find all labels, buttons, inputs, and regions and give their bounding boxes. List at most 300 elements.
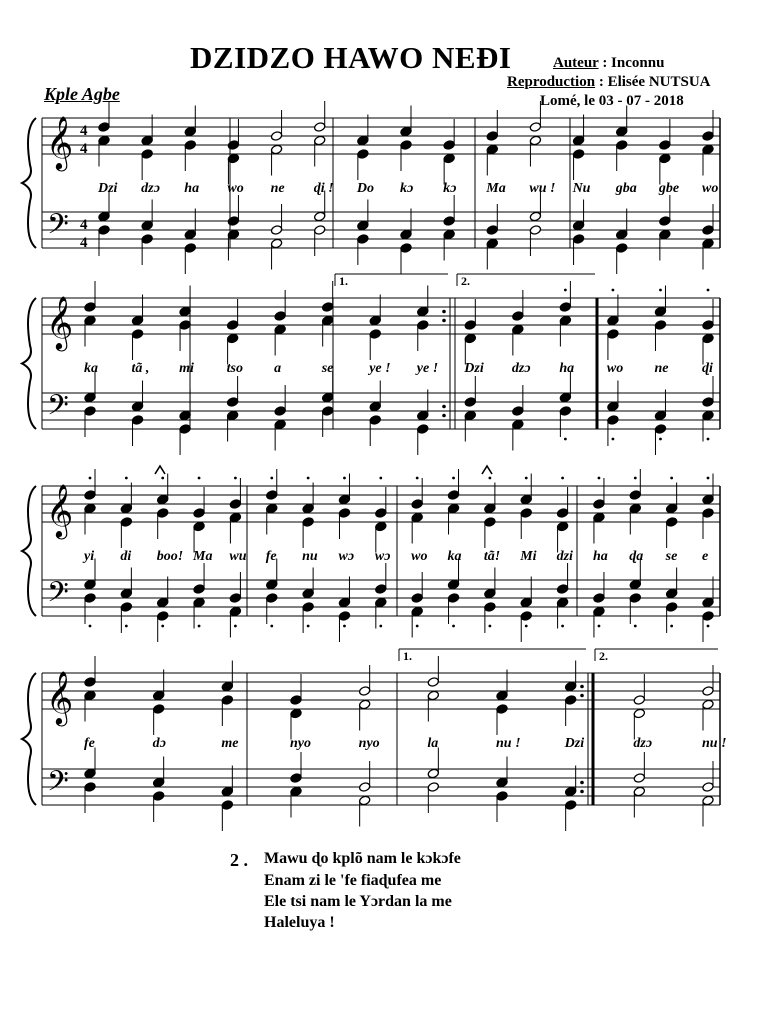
repeat-dot [580,781,584,785]
treble-alto-note [496,704,508,715]
treble-note [141,135,153,146]
treble-note [486,131,498,142]
bass-note [274,419,286,430]
treble-alto-note [226,333,238,344]
bass-tenor-note [633,773,645,784]
treble-alto-note [375,521,387,532]
lyric-syllable: Ma [193,549,213,564]
bass-note [120,602,132,613]
treble-note [375,508,387,519]
treble-note [226,320,238,331]
bass-note [131,415,143,426]
treble-note [290,695,302,706]
staccato-dot [488,625,491,628]
lyric-syllable: fe [84,736,95,751]
bass-note [98,225,110,236]
bass-tenor-note [274,406,286,417]
lyric-syllable: Dzi [98,181,118,196]
bass-tenor-note [702,397,714,408]
bass-tenor-note [290,773,302,784]
lyric-syllable: gbe [658,181,680,196]
bass-tenor-note [84,768,96,779]
treble-alto-note [131,329,143,340]
treble-alto-note [193,521,205,532]
verse-line-2: Enam zi le 'fe fiaɖufea me [264,872,442,889]
staccato-dot [343,477,346,480]
bass-note [427,782,439,793]
lyric-syllable: nyo [358,736,380,751]
bass-note [184,243,196,254]
bass-note [572,234,584,245]
bass-note [84,782,96,793]
repro-label: Reproduction [507,74,596,90]
treble-note [702,320,714,331]
bass-note [84,593,96,604]
treble-alto-note [702,333,714,344]
treble-note [427,677,439,688]
bass-tenor-note [447,579,459,590]
treble-alto-note [427,690,439,701]
treble-alto-note [659,153,671,164]
bass-tenor-note [314,211,326,222]
verse-number: 2 . [230,850,248,870]
treble-note [593,499,605,510]
treble-note [266,490,278,501]
treble-alto-note [702,508,714,519]
bass-note [564,800,576,811]
lyric-syllable: ka [447,549,462,564]
treble-alto-note [120,517,132,528]
treble-note [659,140,671,151]
treble-alto-note [358,699,370,710]
bass-tenor-note [411,593,423,604]
treble-alto-note [322,315,334,326]
treble-note [512,311,524,322]
lyric-syllable: se [321,361,334,376]
treble-alto-note [221,695,233,706]
treble-alto-note [270,144,282,155]
bass-tenor-note [120,588,132,599]
staccato-dot [125,477,128,480]
treble-note [633,695,645,706]
repeat-dot [580,694,584,698]
bass-note [270,238,282,249]
treble-alto-note [229,512,241,523]
lyric-syllable: ha [592,549,608,564]
lyric-syllable: nu ! [702,736,727,751]
bass-note [616,243,628,254]
staccato-dot [234,625,237,628]
treble-note [84,677,96,688]
bass-tenor-note [564,786,576,797]
treble-note [369,315,381,326]
bass-tenor-note [193,584,205,595]
treble-note [702,131,714,142]
lyric-syllable: dzɔ [511,361,531,376]
repeat-dot [442,414,446,418]
bass-tenor-note [559,392,571,403]
bass-tenor-note [84,579,96,590]
repro-value: : Elisée NUTSUA [595,74,711,90]
lyric-syllable: ye ! [369,361,391,376]
staccato-dot [379,477,382,480]
treble-note [616,126,628,137]
lyric-syllable: tã! [483,549,501,564]
lyric-syllable: ɖa [629,549,644,564]
staccato-dot [707,625,710,628]
treble-note [274,311,286,322]
staccato-dot [707,289,710,292]
date-line: Lomé, le 03 - 07 - 2018 [540,93,684,109]
lyric-syllable: Mi [520,549,537,564]
bass-tenor-note [229,593,241,604]
bass-tenor-note [654,410,666,421]
bass-tenor-note [702,782,714,793]
lyric-syllable: fe [265,549,277,564]
repeat-dot [580,790,584,794]
treble-note [400,126,412,137]
staccato-dot [89,477,92,480]
bass-note [702,410,714,421]
bass-note [193,597,205,608]
bass-note [443,229,455,240]
verse-line-4: Haleluya ! [264,914,335,931]
bass-tenor-note [659,216,671,227]
bass-note [629,593,641,604]
treble-note [629,490,641,501]
bass-note [512,419,524,430]
author-value: : Inconnu [598,55,665,71]
bass-tenor-note [702,597,714,608]
staccato-dot [598,477,601,480]
lyric-syllable: Do [356,181,374,196]
lyric-syllable: boo! [156,549,184,564]
lyric-syllable: tã , [131,361,150,376]
grand-staff-brace [22,298,36,429]
bass-note [227,229,239,240]
staccato-dot [634,477,637,480]
staccato-dot [198,477,201,480]
treble-alto-note [556,521,568,532]
bass-note [157,611,169,622]
lyric-syllable: dzɔ [141,181,160,196]
lyric-syllable: e [702,549,709,564]
treble-alto-note [417,320,429,331]
treble-alto-note [665,517,677,528]
lyric-syllable: wo [606,361,624,376]
staccato-dot [564,289,567,292]
bass-tenor-note [131,401,143,412]
bass-note [665,602,677,613]
treble-alto-note [152,704,164,715]
treble-note [179,306,191,317]
treble-alto-note [520,508,532,519]
lyric-syllable: ne [654,361,669,376]
bass-tenor-note [221,786,233,797]
staccato-dot [161,477,164,480]
repeat-dot [442,405,446,409]
treble-note [496,690,508,701]
volta-number: 2. [599,649,608,663]
treble-note [98,122,110,133]
bass-tenor-note [84,392,96,403]
lyric-syllable: wɔ [374,549,391,564]
lyric-syllable: wo [702,181,719,196]
staccato-dot [525,625,528,628]
staccato-dot [670,477,673,480]
lyric-syllable: a [274,361,282,376]
bass-note [84,406,96,417]
bass-tenor-note [486,225,498,236]
bass-tenor-note [417,410,429,421]
treble-alto-note [486,144,498,155]
repeat-dot [442,319,446,323]
treble-note [443,140,455,151]
lyric-syllable: me [221,736,239,751]
lyric-syllable: Ma [486,181,506,196]
lyric-syllable: ɖi [702,361,713,376]
bass-note [486,238,498,249]
time-signature-top: 4 [80,217,88,233]
treble-note [157,494,169,505]
bass-tenor-note [616,229,628,240]
staccato-dot [525,477,528,480]
lyric-syllable: nu [302,549,318,564]
treble-alto-note [357,149,369,160]
treble-alto-note [266,503,278,514]
bass-tenor-note [375,584,387,595]
treble-alto-note [84,690,96,701]
staccato-dot [234,477,237,480]
staccato-dot [198,625,201,628]
staccato-dot [707,477,710,480]
bass-note [369,415,381,426]
bass-note [702,611,714,622]
volta-number: 1. [403,649,412,663]
bass-note [302,602,314,613]
lyric-syllable: mi [179,361,194,376]
bass-tenor-note [266,579,278,590]
treble-alto-note [702,699,714,710]
treble-note [314,122,326,133]
bass-tenor-note [464,397,476,408]
bass-note [358,795,370,806]
bass-note [322,406,334,417]
time-signature-bottom: 4 [80,235,88,251]
accent-mark [482,466,492,474]
lyric-syllable: dɔ [152,736,166,751]
treble-clef-icon: 𝄞 [46,115,74,169]
bass-tenor-note [484,588,496,599]
treble-note [529,122,541,133]
bass-tenor-note [427,768,439,779]
lyric-syllable: dzɔ [633,736,653,751]
treble-clef-icon: 𝄞 [46,670,74,724]
staccato-dot [561,625,564,628]
lyric-syllable: ne [270,181,285,196]
grand-staff-brace [22,673,36,805]
treble-alto-note [529,135,541,146]
bass-note [179,424,191,435]
bass-tenor-note [322,392,334,403]
treble-alto-note [338,508,350,519]
treble-alto-note [411,512,423,523]
treble-alto-note [314,135,326,146]
treble-alto-note [369,329,381,340]
volta-number: 2. [461,274,470,288]
lyric-syllable: dzi [556,549,573,564]
treble-note [447,490,459,501]
bass-tenor-note [520,597,532,608]
lyric-syllable: kɔ [400,181,414,196]
lyric-syllable: se [665,549,678,564]
staccato-dot [612,289,615,292]
bass-note [464,410,476,421]
treble-alto-note [607,329,619,340]
lyric-syllable: la [427,736,439,751]
staccato-dot [707,438,710,441]
lyric-syllable: wo [411,549,428,564]
lyric-syllable: wo [227,181,244,196]
bass-note [141,234,153,245]
bass-tenor-note [270,225,282,236]
lyric-syllable: ha [559,361,575,376]
treble-alto-note [274,324,286,335]
bass-tenor-note [179,410,191,421]
treble-note [556,508,568,519]
page-title: DZIDZO HAWO NEƉI [190,40,512,75]
bass-note [447,593,459,604]
bass-note [559,406,571,417]
bass-tenor-note [607,401,619,412]
staccato-dot [659,289,662,292]
treble-note [229,499,241,510]
treble-note [322,302,334,313]
bass-note [633,786,645,797]
staccato-dot [416,477,419,480]
treble-alto-note [400,140,412,151]
bass-note [338,611,350,622]
tempo-marking: Kple Agbe [44,84,120,104]
bass-note [520,611,532,622]
bass-note [702,795,714,806]
lyric-syllable: ɖi ! [313,181,334,196]
treble-alto-note [484,517,496,528]
bass-clef-icon: 𝄢 [47,389,69,429]
bass-tenor-note [357,220,369,231]
bass-note [266,593,278,604]
lyric-syllable: ha [184,181,200,196]
grand-staff-brace [22,118,36,248]
bass-tenor-note [496,777,508,788]
bass-note [375,597,387,608]
bass-note [484,602,496,613]
lyric-syllable: ka [84,361,98,376]
bass-note [496,791,508,802]
treble-note [120,503,132,514]
bass-tenor-note [358,782,370,793]
treble-note [572,135,584,146]
treble-alto-note [616,140,628,151]
treble-note [221,681,233,692]
treble-alto-note [464,333,476,344]
bass-note [659,229,671,240]
treble-alto-note [157,508,169,519]
treble-alto-note [98,135,110,146]
treble-alto-note [179,320,191,331]
volta-number: 1. [339,274,348,288]
bass-note [400,243,412,254]
treble-note [84,490,96,501]
bass-tenor-note [338,597,350,608]
bass-tenor-note [702,225,714,236]
staccato-dot [659,438,662,441]
bass-note [229,606,241,617]
bass-tenor-note [369,401,381,412]
treble-alto-note [564,695,576,706]
lyric-syllable: nu ! [496,736,521,751]
lyric-syllable: Dzi [464,361,484,376]
bass-tenor-note [141,220,153,231]
bass-tenor-note [98,211,110,222]
lyric-syllable: Nu [572,181,591,196]
grand-staff-brace [22,486,36,616]
lyric-syllable: nyo [290,736,311,751]
bass-note [417,424,429,435]
bass-note [411,606,423,617]
staccato-dot [561,477,564,480]
bass-note [702,238,714,249]
staccato-dot [488,477,491,480]
bass-note [529,225,541,236]
treble-alto-note [443,153,455,164]
treble-note [227,140,239,151]
staccato-dot [612,438,615,441]
treble-alto-note [512,324,524,335]
treble-alto-note [84,315,96,326]
treble-alto-note [84,503,96,514]
treble-note [520,494,532,505]
bass-clef-icon: 𝄢 [47,765,69,805]
treble-alto-note [447,503,459,514]
bass-tenor-note [152,777,164,788]
treble-note [302,503,314,514]
accent-mark [155,466,165,474]
bass-clef-icon: 𝄢 [47,208,69,248]
author-label: Auteur [553,55,599,71]
repeat-dot [442,310,446,314]
bass-tenor-note [572,220,584,231]
bass-note [593,606,605,617]
bass-clef-icon: 𝄢 [47,576,69,616]
treble-alto-note [227,153,239,164]
lyric-syllable: wu ! [529,181,556,196]
bass-tenor-note [556,584,568,595]
treble-note [193,508,205,519]
bass-note [221,800,233,811]
treble-alto-note [593,512,605,523]
bass-tenor-note [665,588,677,599]
bass-tenor-note [227,216,239,227]
time-signature-bottom: 4 [80,141,88,157]
verse-line-1: Mawu ɖo kplõ nam le kɔkɔfe [264,850,461,867]
staccato-dot [343,625,346,628]
lyric-syllable: tso [226,361,243,376]
lyric-syllable: kɔ [443,181,457,196]
verse-line-3: Ele tsi nam le Yɔrdan la me [264,893,452,910]
bass-note [357,234,369,245]
treble-note [152,690,164,701]
